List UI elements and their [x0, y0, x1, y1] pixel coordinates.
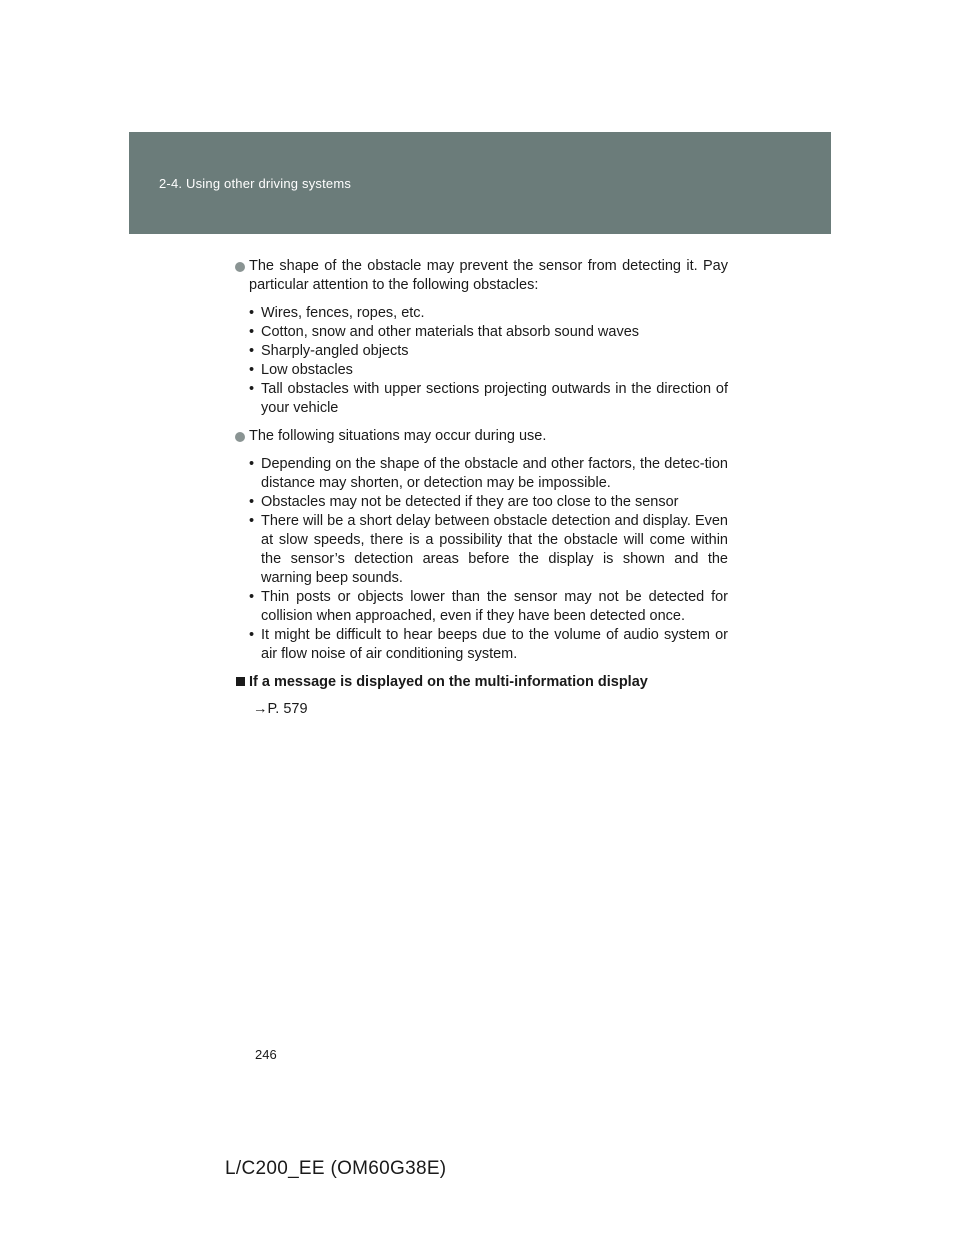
bullet-glyph: • — [249, 627, 255, 643]
list-item: • Depending on the shape of the obstacle and other factors, the detec-tion distance may shorten, or detection may be impossible. — [249, 456, 728, 491]
list-item: • Obstacles may not be detected if they are too close to the sensor — [249, 494, 679, 510]
footer-document-code: L/C200_EE (OM60G38E) — [225, 1158, 447, 1179]
page-number: 246 — [255, 1047, 277, 1062]
round-bullet-icon — [235, 262, 245, 272]
page-content — [235, 257, 728, 719]
bullet-glyph: • — [249, 324, 255, 340]
header-band — [129, 132, 831, 234]
bullet-item-obstacle-shape — [235, 257, 728, 295]
bullet-glyph: • — [249, 381, 255, 397]
list-item: • Sharply-angled objects — [249, 343, 409, 359]
list-item: • Tall obstacles with upper sections projecting outwards in the direction of your vehicle — [249, 381, 728, 416]
bullet-glyph: • — [249, 343, 255, 359]
bullet-glyph: • — [249, 589, 255, 605]
section-title: 2-4. Using other driving systems — [159, 176, 352, 191]
list-item: • Thin posts or objects lower than the sensor may not be detected for collision when approached, even if they have been detected once. — [249, 589, 728, 624]
bullet-item-situations — [235, 427, 728, 446]
list-item: • Cotton, snow and other materials that absorb sound waves — [249, 324, 640, 340]
list-item: • There will be a short delay between obstacle detection and display. Even at slow speeds, there is a possibility that the obstacle will come within the sensor’s detection areas before the display is shown and the warning beep sounds. — [249, 513, 728, 586]
bullet-glyph: • — [249, 362, 255, 378]
page-reference-link[interactable]: →P. 579 — [253, 701, 308, 717]
bullet-glyph: • — [249, 305, 255, 321]
bullet-glyph: • — [249, 494, 255, 510]
list-item: • It might be difficult to hear beeps due to the volume of audio system or air flow noise of air conditioning system. — [249, 627, 728, 662]
round-bullet-icon — [235, 432, 245, 442]
sub-list-obstacles — [235, 304, 728, 418]
bullet-glyph: • — [249, 456, 255, 472]
square-bullet-icon — [236, 677, 245, 686]
sub-list-situations — [235, 455, 728, 664]
bullet-text: The shape of the obstacle may prevent the sensor from detecting it. Pay particular attention to the following obstacles: — [249, 258, 728, 293]
subheading-message-display: If a message is displayed on the multi-information display — [235, 673, 728, 692]
bullet-text: The following situations may occur during use. — [249, 428, 547, 444]
bullet-glyph: • — [249, 513, 255, 529]
list-item: • Low obstacles — [249, 362, 353, 378]
list-item: • Wires, fences, ropes, etc. — [249, 305, 425, 321]
